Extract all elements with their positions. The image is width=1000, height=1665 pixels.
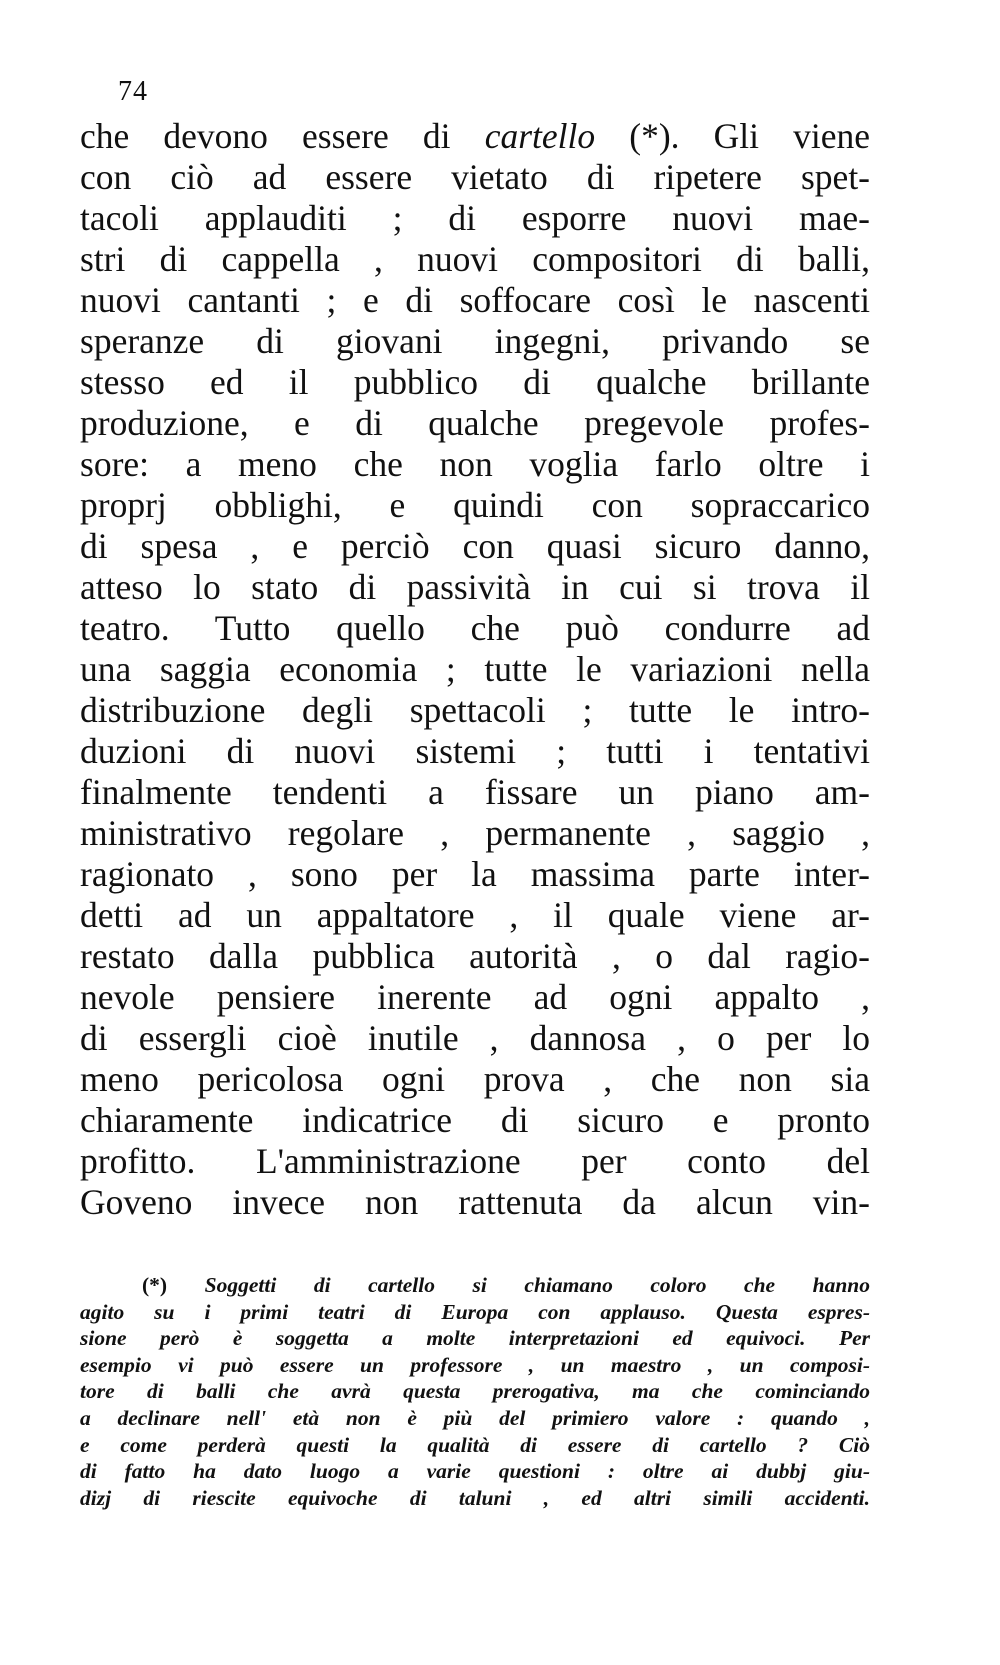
footnote-line-9: dizj di riescite equivoche di taluni , ed altri simili accidenti. xyxy=(80,1485,870,1510)
footnote-line-1-text: Soggetti di cartello si chiamano coloro che hanno xyxy=(204,1273,870,1297)
line-1-di: di xyxy=(422,116,451,156)
text-line-2: con ciò ad essere vietato di ripetere spet- xyxy=(80,157,870,197)
footnote-line-5: tore di balli che avrà questa prerogativa, ma che cominciando xyxy=(80,1379,870,1404)
line-1-middle: devono essere xyxy=(163,116,389,156)
text-line-13: teatro. Tutto quello che può condurre ad xyxy=(80,608,870,648)
text-line-19: ragionato , sono per la massima parte inter- xyxy=(80,854,870,894)
text-line-16: duzioni di nuovi sistemi ; tutti i tentativi xyxy=(80,731,870,771)
text-line-14: una saggia economia ; tutte le variazioni nella xyxy=(80,649,870,689)
text-line-22: nevole pensiere inerente ad ogni appalto , xyxy=(80,977,870,1017)
text-line-18: ministrativo regolare , permanente , saggio , xyxy=(80,813,870,853)
text-line-21: restato dalla pubblica autorità , o dal ragio- xyxy=(80,936,870,976)
text-line-9: sore: a meno che non voglia farlo oltre i xyxy=(80,444,870,484)
footnote-line-2: agito su i primi teatri di Europa con applauso. Questa espres- xyxy=(80,1299,870,1324)
footnote-line-1 xyxy=(80,1272,870,1299)
text-line-8: produzione, e di qualche pregevole profes- xyxy=(80,403,870,443)
footnote-line-3: sione però è soggetta a molte interpretazioni ed equivoci. Per xyxy=(80,1326,870,1351)
page-number: 74 xyxy=(118,76,148,107)
text-line-6: speranze di giovani ingegni, privando se xyxy=(80,321,870,361)
footnote-line-8: di fatto ha dato luogo a varie questioni : oltre ai dubbj giu- xyxy=(80,1459,870,1484)
text-line-27: Goveno invece non rattenuta da alcun vin- xyxy=(80,1182,870,1222)
footnote xyxy=(80,1272,870,1511)
text-line-3: tacoli applauditi ; di esporre nuovi mae- xyxy=(80,198,870,238)
text-line-23: di essergli cioè inutile , dannosa , o per lo xyxy=(80,1018,870,1058)
text-line-20: detti ad un appaltatore , il quale viene ar- xyxy=(80,895,870,935)
text-line-7: stesso ed il pubblico di qualche brillante xyxy=(80,362,870,402)
main-text xyxy=(80,116,870,1223)
footnote-line-7: e come perderà questi la qualità di essere di cartello ? Ciò xyxy=(80,1432,870,1457)
text-line-5: nuovi cantanti ; e di soffocare così le nascenti xyxy=(80,280,870,320)
text-line-25: chiaramente indicatrice di sicuro e pronto xyxy=(80,1100,870,1140)
footnote-mark: (*) xyxy=(142,1273,168,1297)
footnote-line-4: esempio vi può essere un professore , un maestro , un composi- xyxy=(80,1352,870,1377)
text-line-17: finalmente tendenti a fissare un piano am- xyxy=(80,772,870,812)
text-line-4: stri di cappella , nuovi compositori di balli, xyxy=(80,239,870,279)
text-line-26: profitto. L'amministrazione per conto del xyxy=(80,1141,870,1181)
cartello-word: cartello xyxy=(484,116,596,156)
footnote-line-6: a declinare nell' età non è più del primiero valore : quando , xyxy=(80,1405,870,1430)
text-line-10: proprj obblighi, e quindi con sopraccarico xyxy=(80,485,870,525)
text-line-12: atteso lo stato di passività in cui si trova il xyxy=(80,567,870,607)
text-line-15: distribuzione degli spettacoli ; tutte le intro- xyxy=(80,690,870,730)
line-1-suffix: (*). Gli viene xyxy=(629,116,871,156)
text-line-11: di spesa , e perciò con quasi sicuro danno, xyxy=(80,526,870,566)
line-1-prefix: che xyxy=(80,116,130,156)
text-line-1 xyxy=(80,116,870,157)
text-line-24: meno pericolosa ogni prova , che non sia xyxy=(80,1059,870,1099)
